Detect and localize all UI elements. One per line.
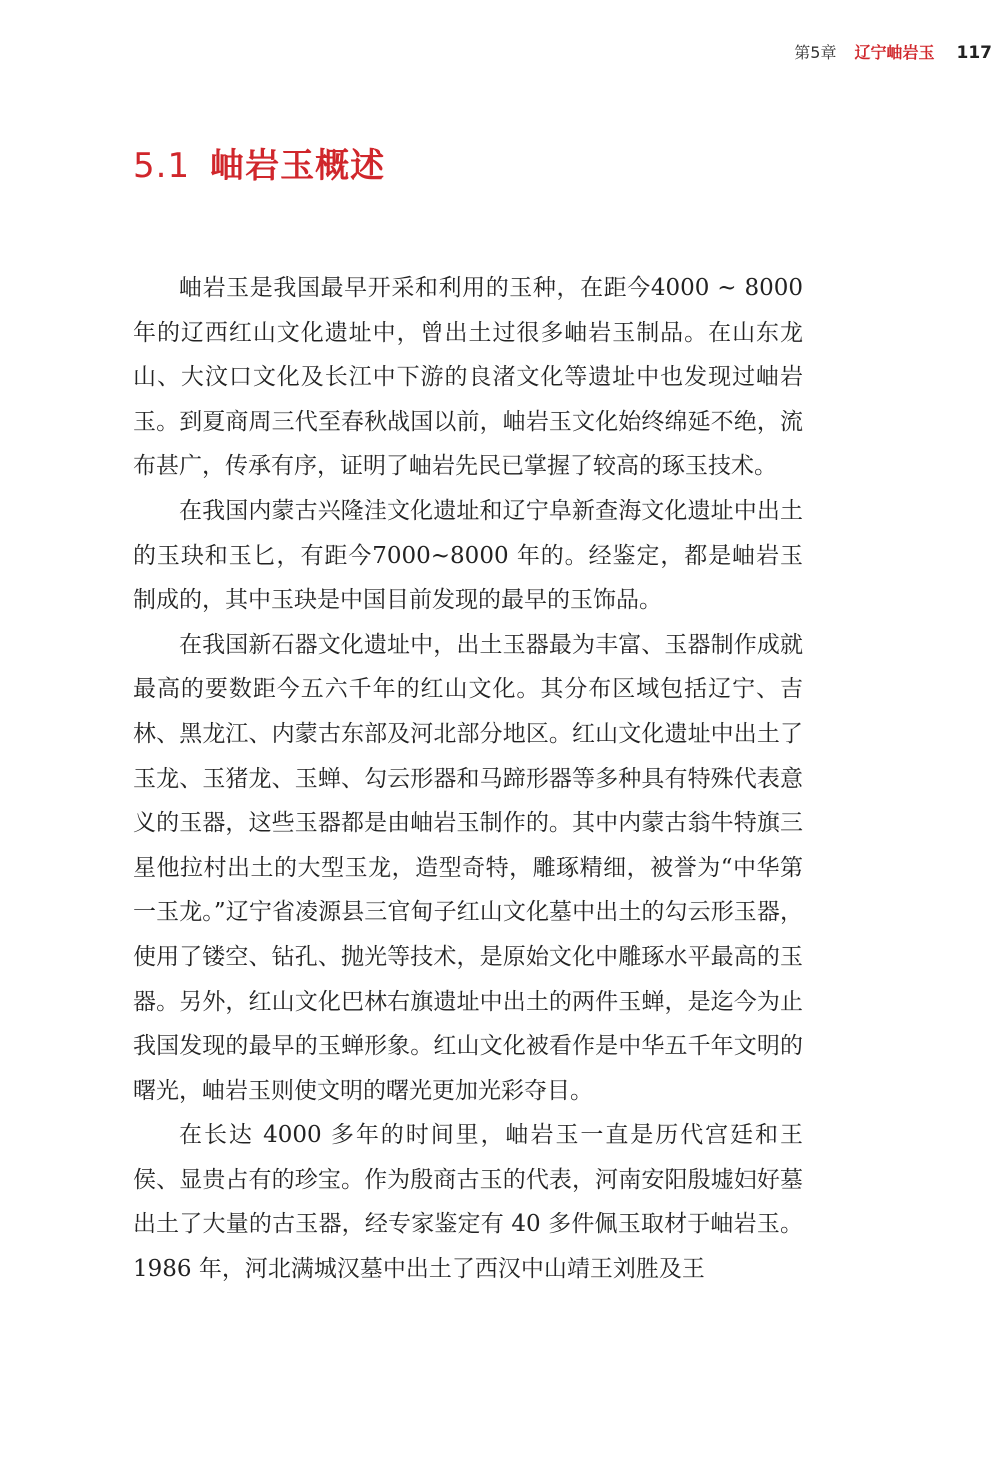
chapter-label: 第5章 — [794, 43, 837, 62]
paragraph-4: 在长达 4000 多年的时间里，岫岩玉一直是历代宫廷和王侯、显贵占有的珍宝。作为殷商古玉的代表，河南安阳殷墟妇好墓出土了大量的古玉器，经专家鉴定有 40 多件佩玉取材于岫岩玉。1986 年，河北满城汉墓中出土了西汉中山靖王刘胜及王 — [133, 1122, 803, 1283]
page-number: 117 — [956, 43, 992, 63]
section-heading — [133, 138, 385, 187]
running-header — [794, 40, 992, 63]
paragraph-1: 岫岩玉是我国最早开采和利用的玉种，在距今4000 ~ 8000 年的辽西红山文化遗址中，曾出土过很多岫岩玉制品。在山东龙山、大汶口文化及长江中下游的良渚文化等遗址中也发现过岫岩玉。到夏商周三代至春秋战国以前，岫岩玉文化始终绵延不绝，流布甚广，传承有序，证明了岫岩先民已掌握了较高的琢玉技术。 — [133, 275, 803, 480]
chapter-title: 辽宁岫岩玉 — [854, 43, 935, 62]
section-number: 5.1 — [133, 146, 191, 186]
section-title: 岫岩玉概述 — [210, 146, 386, 186]
paragraph-3: 在我国新石器文化遗址中，出土玉器最为丰富、玉器制作成就最高的要数距今五六千年的红山文化。其分布区域包括辽宁、吉林、黑龙江、内蒙古东部及河北部分地区。红山文化遗址中出土了玉龙、玉猪龙、玉蝉、勾云形器和马蹄形器等多种具有特殊代表意义的玉器，这些玉器都是由岫岩玉制作的。其中内蒙古翁牛特旗三星他拉村出土的大型玉龙，造型奇特，雕琢精细，被誉为“中华第一玉龙。”辽宁省凌源县三官甸子红山文化墓中出土的勾云形玉器，使用了镂空、钻孔、抛光等技术，是原始文化中雕琢水平最高的玉器。另外，红山文化巴林右旗遗址中出土的两件玉蝉，是迄今为止我国发现的最早的玉蝉形象。红山文化被看作是中华五千年文明的曙光，岫岩玉则使文明的曙光更加光彩夺目。 — [133, 631, 803, 1104]
paragraph-2: 在我国内蒙古兴隆洼文化遗址和辽宁阜新查海文化遗址中出土的玉玦和玉匕，有距今7000~8000 年的。经鉴定，都是岫岩玉制成的，其中玉玦是中国目前发现的最早的玉饰品。 — [133, 497, 803, 614]
body-text — [133, 266, 803, 1292]
